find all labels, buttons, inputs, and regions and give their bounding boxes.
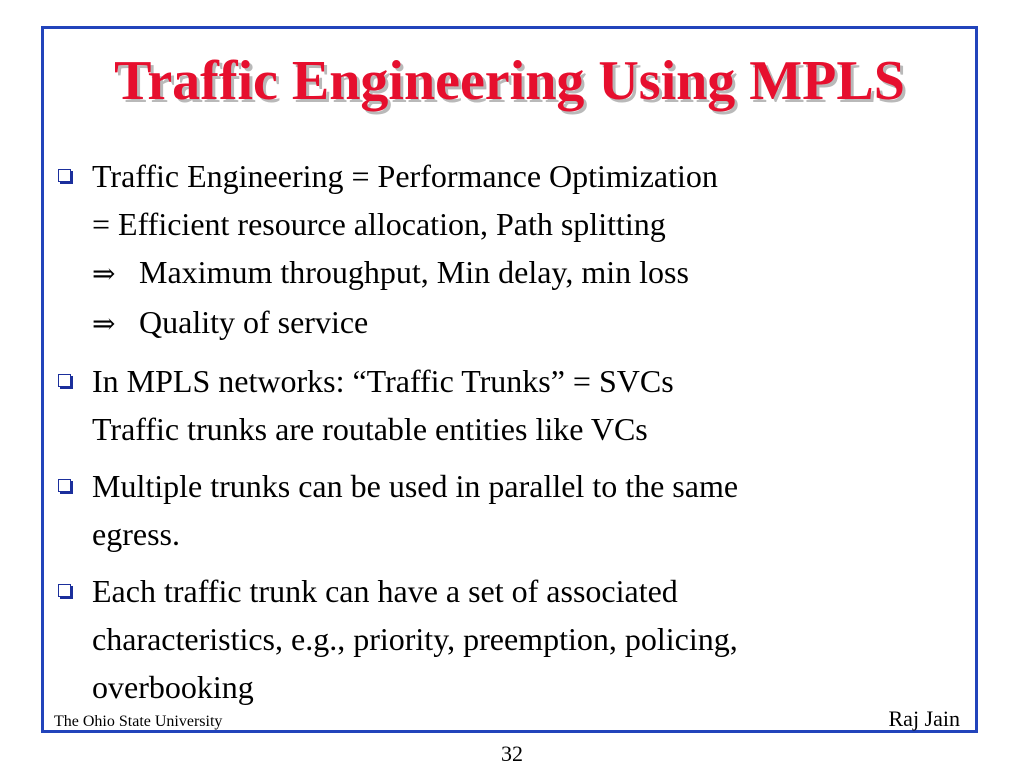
bullet-line: = Efficient resource allocation, Path splitting: [92, 206, 666, 242]
square-bullet-icon: [58, 584, 71, 597]
bullet-line: characteristics, e.g., priority, preemption, policing,: [92, 621, 738, 657]
bullet-line: Traffic trunks are routable entities like VCs: [92, 411, 648, 447]
bullet-list: [58, 152, 958, 720]
implies-arrow-icon: ⇒: [92, 307, 116, 340]
slide-title: Traffic Engineering Using MPLS: [114, 50, 905, 112]
bullet-item: [58, 567, 958, 711]
bullet-item: [58, 152, 958, 348]
bullet-line: Traffic Engineering = Performance Optimization: [92, 158, 718, 194]
bullet-line: In MPLS networks: “Traffic Trunks” = SVCs: [92, 363, 674, 399]
bullet-line: [92, 298, 958, 348]
footer-author: Raj Jain: [888, 706, 960, 731]
bullet-line: [92, 248, 958, 298]
page-number: 32: [501, 741, 523, 766]
bullet-item: [58, 357, 958, 453]
bullet-line-text: Quality of service: [139, 304, 369, 340]
square-bullet-icon: [58, 169, 71, 182]
bullet-line-text: Maximum throughput, Min delay, min loss: [139, 254, 689, 290]
bullet-line: Each traffic trunk can have a set of associated: [92, 573, 678, 609]
implies-arrow-icon: ⇒: [92, 257, 116, 290]
footer-institution: The Ohio State University: [54, 713, 223, 730]
bullet-line: Multiple trunks can be used in parallel to the same: [92, 468, 739, 504]
square-bullet-icon: [58, 374, 71, 387]
bullet-item: [58, 462, 958, 558]
square-bullet-icon: [58, 479, 71, 492]
bullet-line: egress.: [92, 516, 180, 552]
bullet-line: overbooking: [92, 669, 254, 705]
